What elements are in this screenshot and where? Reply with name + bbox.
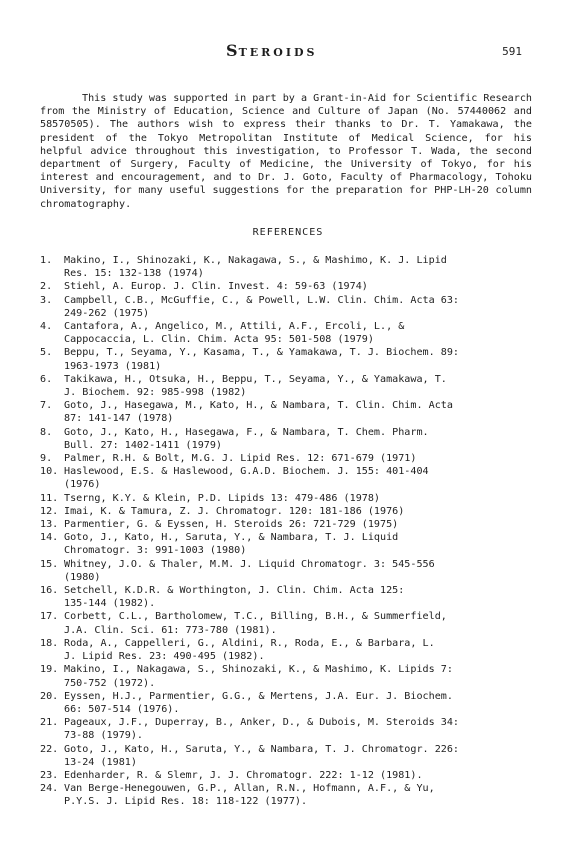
reference-number: 7.: [40, 400, 53, 412]
reference-text: Edenharder, R. & Slemr, J. J. Chromatogr. 222: 1-12 (1981).: [64, 769, 423, 781]
reference-text: Setchell, K.D.R. & Worthington, J. Clin. Chim. Acta 125: 135-144 (1982).: [64, 585, 405, 610]
reference-item: [40, 373, 540, 399]
reference-text: Van Berge-Henegouwen, G.P., Allan, R.N., Hofmann, A.F., & Yu, P.Y.S. J. Lipid Res. 18: 118-122 (1977).: [64, 783, 435, 808]
reference-number: 21.: [40, 717, 59, 729]
reference-item: [40, 346, 540, 372]
reference-text: Corbett, C.L., Bartholomew, T.C., Billing, B.H., & Summerfield, J.A. Clin. Sci. 61: 773-780 (1981).: [64, 611, 447, 636]
reference-number: 10.: [40, 466, 59, 478]
reference-number: 16.: [40, 585, 59, 597]
reference-text: Goto, J., Kato, H., Saruta, Y., & Nambara, T. J. Chromatogr. 226: 13-24 (1981): [64, 743, 460, 768]
page-number: 591: [502, 45, 522, 58]
reference-number: 1.: [40, 255, 53, 266]
running-header: [0, 41, 576, 60]
reference-list: [40, 254, 540, 809]
reference-item: [40, 426, 540, 452]
reference-item: [40, 531, 540, 557]
reference-number: 12.: [40, 505, 59, 517]
reference-text: Beppu, T., Seyama, Y., Kasama, T., & Yamakawa, T. J. Biochem. 89: 1963-1973 (1981): [64, 347, 460, 372]
reference-number: 17.: [40, 611, 59, 623]
reference-number: 24.: [40, 783, 59, 795]
reference-number: 11.: [40, 492, 59, 504]
reference-text: Stiehl, A. Europ. J. Clin. Invest. 4: 59-63 (1974): [64, 281, 368, 293]
reference-item: [40, 399, 540, 425]
reference-text: Imai, K. & Tamura, Z. J. Chromatogr. 120: 181-186 (1976): [64, 505, 405, 517]
reference-text: Parmentier, G. & Eyssen, H. Steroids 26: 721-729 (1975): [64, 519, 399, 531]
reference-item: [40, 584, 540, 610]
reference-number: 8.: [40, 426, 53, 438]
reference-text: Roda, A., Cappelleri, G., Aldini, R., Roda, E., & Barbara, L. J. Lipid Res. 23: 490-495 (1982).: [64, 637, 435, 663]
reference-item: [40, 452, 540, 465]
acknowledgement-paragraph: This study was supported in part by a Grant-in-Aid for Scientific Research from the Ministry of Education, Science and Culture of Japan (No. 57440062 and 58570505). The authors wish to express their thanks to Dr. T. Yamakawa, the president of the Tokyo Metropolitan Institute of Medical Science, for his helpful advice throughout this investigation, to Professor T. Wada, the second department of Surgery, Faculty of Medicine, the University of Tokyo, for his interest and encouragement, and to Dr. J. Goto, Faculty of Pharmacology, Tohoku University, for many useful suggestions for the preparation for PHP-LH-20 column chromatography.: [40, 93, 532, 210]
reference-item: [40, 280, 540, 293]
reference-number: 3.: [40, 294, 53, 306]
reference-item: [40, 769, 540, 782]
reference-number: 2.: [40, 281, 53, 293]
reference-number: 18.: [40, 637, 59, 649]
reference-number: 9.: [40, 453, 53, 465]
reference-number: 19.: [40, 664, 59, 676]
reference-item: [40, 690, 540, 716]
reference-number: 22.: [40, 743, 59, 755]
reference-text: Goto, J., Kato, H., Hasegawa, F., & Nambara, T. Chem. Pharm. Bull. 27: 1402-1411 (1979): [64, 426, 429, 451]
references-heading: REFERENCES: [252, 227, 324, 238]
reference-item: [40, 294, 540, 320]
acknowledgement-section: [40, 92, 532, 211]
reference-text: Pageaux, J.F., Duperray, B., Anker, D., & Dubois, M. Steroids 34: 73-88 (1979).: [64, 717, 460, 742]
reference-number: 20.: [40, 690, 59, 702]
reference-number: 5.: [40, 347, 53, 359]
reference-text: Goto, J., Hasegawa, M., Kato, H., & Nambara, T. Clin. Chim. Acta 87: 141-147 (1978): [64, 400, 453, 425]
reference-text: Whitney, J.O. & Thaler, M.M. J. Liquid Chromatogr. 3: 545-556 (1980): [64, 558, 435, 583]
reference-text: Tserng, K.Y. & Klein, P.D. Lipids 13: 479-486 (1978): [64, 492, 381, 504]
reference-item: [40, 558, 540, 584]
reference-item: [40, 320, 540, 346]
reference-number: 15.: [40, 558, 59, 570]
reference-item: [40, 782, 540, 808]
reference-text: Makino, I., Nakagawa, S., Shinozaki, K., & Mashimo, K. Lipids 7: 750-752 (1972).: [64, 664, 453, 689]
reference-text: Haslewood, E.S. & Haslewood, G.A.D. Biochem. J. 155: 401-404 (1976): [64, 466, 429, 491]
reference-text: Palmer, R.H. & Bolt, M.G. J. Lipid Res. 12: 671-679 (1971): [64, 453, 417, 465]
reference-text: Eyssen, H.J., Parmentier, G.G., & Mertens, J.A. Eur. J. Biochem. 66: 507-514 (1976).: [64, 690, 453, 715]
reference-item: [40, 254, 540, 280]
reference-number: 4.: [40, 321, 53, 333]
reference-item: [40, 610, 540, 636]
reference-text: Takikawa, H., Otsuka, H., Beppu, T., Seyama, Y., & Yamakawa, T. J. Biochem. 92: 985-998 (1982): [64, 373, 447, 399]
journal-title: STEROIDS: [226, 41, 318, 60]
reference-item: [40, 716, 540, 742]
reference-item: [40, 465, 540, 491]
reference-number: 13.: [40, 519, 59, 531]
reference-item: [40, 637, 540, 663]
reference-number: 23.: [40, 769, 59, 781]
reference-number: 6.: [40, 373, 53, 385]
reference-item: [40, 743, 540, 769]
reference-text: Goto, J., Kato, H., Saruta, Y., & Nambara, T. J. Liquid Chromatogr. 3: 991-1003 (1980): [64, 532, 399, 557]
reference-text: Makino, I., Shinozaki, K., Nakagawa, S., & Mashimo, K. J. Lipid Res. 15: 132-138 (1974): [64, 255, 447, 280]
reference-number: 14.: [40, 532, 59, 544]
reference-item: [40, 505, 540, 518]
reference-text: Cantafora, A., Angelico, M., Attili, A.F., Ercoli, L., & Cappocaccia, L. Clin. Chim. Acta 95: 501-508 (1979): [64, 321, 405, 346]
reference-item: [40, 663, 540, 689]
reference-item: [40, 518, 540, 531]
reference-text: Campbell, C.B., McGuffie, C., & Powell, L.W. Clin. Chim. Acta 63: 249-262 (1975): [64, 294, 460, 319]
reference-item: [40, 492, 540, 505]
